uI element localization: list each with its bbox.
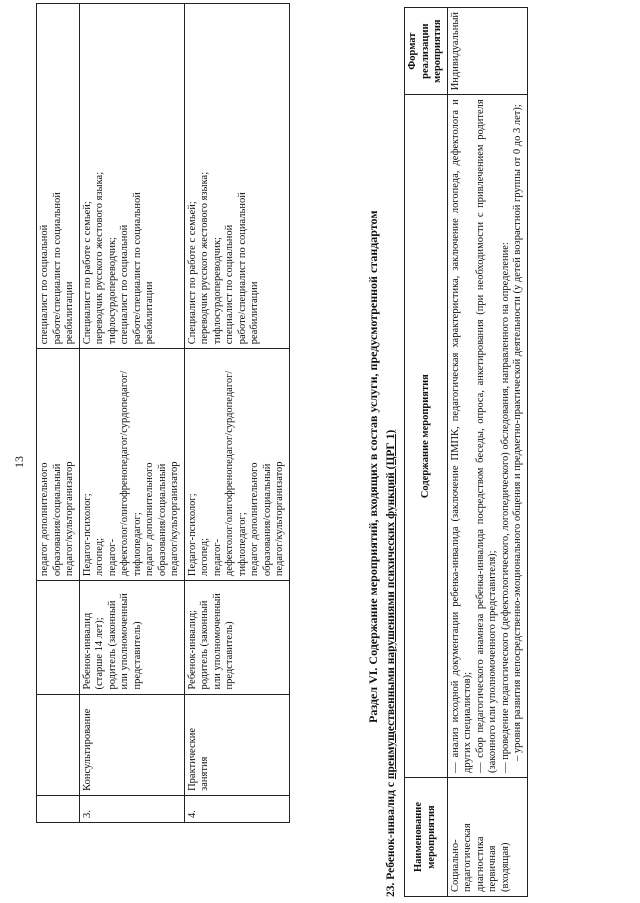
- specialists-line: работе/специалист по социальной: [131, 192, 143, 345]
- staff-line: дефектолог/олигофренопедагог/сурдопедагог/: [119, 370, 130, 577]
- recipients-line: родитель (законный: [106, 600, 118, 690]
- specialists-line: переводчик русского жестового языка;: [94, 171, 105, 345]
- staff-line: педагог дополнительного: [144, 462, 155, 577]
- recipients-cell: [184, 581, 289, 694]
- content-item: – уровня развития непосредственно-эмоционального общения и предметно-практической деятельности (у детей возрастной группы от 0 до 3 лет);: [512, 104, 523, 761]
- services-table: [36, 3, 290, 823]
- table-row: [79, 4, 184, 823]
- recipients-line: (старше 14 лет);: [94, 617, 105, 690]
- activity-content-cell: [447, 95, 527, 778]
- subsection-title: [385, 430, 397, 897]
- specialists-cell: [37, 4, 80, 349]
- recipients-line: родитель (законный: [199, 600, 210, 690]
- header-activity-content: Содержание мероприятия: [405, 95, 448, 778]
- staff-line: педагог дополнительного: [249, 462, 260, 577]
- specialists-line: реабилитации: [144, 281, 155, 345]
- staff-line: педагог-: [106, 538, 118, 577]
- recipients-line: представитель): [224, 621, 235, 690]
- specialists-line: тифлосурдопереводчик;: [106, 237, 118, 345]
- staff-line: тифлопедагог;: [236, 512, 248, 577]
- staff-cell: [37, 349, 80, 581]
- activity-name-line: Социально-: [449, 839, 461, 892]
- specialists-line: специалист по социальной: [224, 224, 235, 345]
- header-activity-name: Наименование мероприятия: [405, 778, 448, 897]
- activity-name-line: первичная: [487, 845, 498, 892]
- specialists-line: Специалист по работе с семьей;: [186, 201, 198, 345]
- specialists-line: реабилитации: [64, 281, 75, 345]
- activity-format-cell: Индивидуальный: [447, 8, 527, 95]
- activity-name-line: (входящая): [499, 842, 511, 892]
- recipients-cell: [79, 581, 184, 694]
- staff-line: Педагог-психолог;: [81, 493, 93, 577]
- specialists-line: специалист по социальной: [39, 224, 50, 345]
- table-row: [447, 8, 527, 897]
- row-number-cell: [37, 795, 80, 822]
- staff-line: педагог-: [211, 538, 223, 577]
- staff-line: образования/социальный: [51, 463, 63, 577]
- staff-line: Педагог-психолог;: [186, 493, 198, 577]
- specialists-line: реабилитации: [249, 281, 260, 345]
- specialists-cell: [184, 4, 289, 349]
- content-item: — анализ исходной документации ребенка-инвалида (заключение ПМПК, педагогическая характеристика, заключение логопеда, дефектолога и других специалистов);: [449, 99, 473, 773]
- row-number-cell: 3.: [79, 795, 184, 822]
- recipients-line: Ребенок-инвалид: [81, 612, 93, 690]
- recipients-line: или уполномоченный: [211, 593, 223, 690]
- subsection-underlined: преимущественными нарушениями психических функций (ЦРГ 1): [385, 429, 397, 780]
- staff-line: образования/социальный: [261, 463, 273, 577]
- subsection-prefix: 23. Ребенок-инвалид с: [385, 779, 397, 897]
- recipients-line: представитель): [131, 621, 143, 690]
- specialists-line: специалист по социальной: [119, 224, 130, 345]
- header-row: [405, 8, 448, 897]
- service-name-cell: Практические занятия: [184, 694, 289, 795]
- content-item: — сбор педагогического анамнеза ребенка-инвалида посредством беседы, опроса, анкетирования (при необходимости с привлечением родителя (законного или уполномоченного представителя);: [474, 99, 498, 773]
- staff-line: педагог/культорганизатор: [64, 461, 75, 577]
- staff-cell: [79, 349, 184, 581]
- content-item: — проведение педагогического (дефектологического, логопедического) обследования, направленного на определение:: [499, 242, 511, 773]
- staff-line: логопед;: [199, 537, 210, 577]
- service-name-cell: [37, 694, 80, 795]
- page-number: 13: [12, 456, 26, 468]
- staff-line: педагог дополнительного: [39, 462, 50, 577]
- staff-line: логопед;: [94, 537, 105, 577]
- staff-line: тифлопедагог;: [131, 512, 143, 577]
- staff-cell: [184, 349, 289, 581]
- specialists-line: тифлосурдопереводчик;: [211, 237, 223, 345]
- staff-line: образования/социальный: [156, 463, 168, 577]
- recipients-line: Ребенок-инвалид;: [186, 609, 198, 690]
- row-number-cell: 4.: [184, 795, 289, 822]
- activity-name-line: диагностика: [474, 836, 486, 892]
- recipients-line: или уполномоченный: [119, 593, 130, 690]
- specialists-line: переводчик русского жестового языка;: [199, 171, 210, 345]
- staff-line: педагог/культорганизатор: [274, 461, 285, 577]
- specialists-cell: [79, 4, 184, 349]
- table-row: [184, 4, 289, 823]
- section-title: Раздел VI. Содержание мероприятий, входящих в состав услуги, предусмотренной стандартом: [366, 210, 380, 723]
- activity-name-line: педагогическая: [462, 823, 473, 892]
- services-table-body: [37, 4, 290, 823]
- staff-line: педагог/культорганизатор: [169, 461, 180, 577]
- activity-name-cell: [447, 778, 527, 897]
- staff-line: дефектолог/олигофренопедагог/сурдопедагог/: [224, 370, 235, 577]
- table-row: [37, 4, 80, 823]
- specialists-line: работе/специалист по социальной: [236, 192, 248, 345]
- specialists-line: Специалист по работе с семьей;: [81, 201, 93, 345]
- specialists-line: работе/специалист по социальной: [51, 192, 63, 345]
- header-activity-format: Формат реализации мероприятия: [405, 8, 448, 95]
- activities-table: [404, 7, 528, 897]
- recipients-cell: [37, 581, 80, 694]
- service-name-cell: Консультирование: [79, 694, 184, 795]
